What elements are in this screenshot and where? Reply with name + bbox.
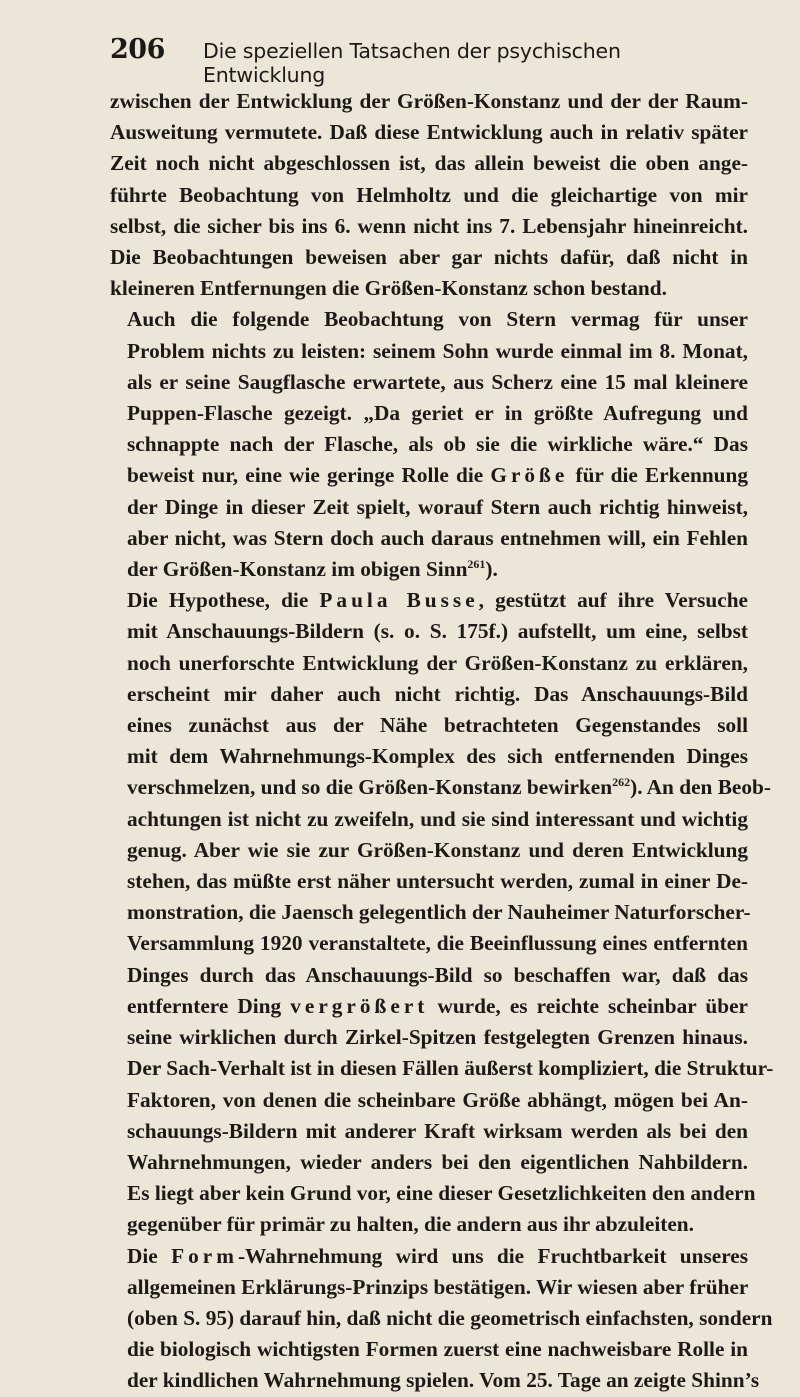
text-line: aber nicht, was Stern doch auch daraus entnehmen will, ein Fehlen bbox=[127, 525, 748, 550]
paragraph-3 bbox=[110, 585, 774, 1240]
text-line: schauungs-Bildern mit anderer Kraft wirksam werden als bei den bbox=[127, 1118, 748, 1143]
text-line: kleineren Entfernungen die Größen-Konstanz schon bestand. bbox=[110, 276, 667, 301]
text-line: erscheint mir daher auch nicht richtig. Das Anschauungs-Bild bbox=[127, 681, 748, 706]
emphasis-text: Größe bbox=[490, 463, 569, 488]
text-line: mit Anschauungs-Bildern (s. o. S. 175f.) aufstellt, um eine, selbst bbox=[127, 619, 748, 644]
text-line: gegenüber für primär zu halten, die andern aus ihr abzuleiten. bbox=[127, 1212, 694, 1237]
text-line: Ausweitung vermutete. Daß diese Entwicklung auch in relativ später bbox=[110, 120, 748, 145]
body-text bbox=[110, 86, 774, 1397]
text-segment: der Größen-Konstanz im obigen Sinn bbox=[127, 557, 468, 582]
text-segment: -Wahrnehmung wird uns die Fruchtbarkeit unseres bbox=[237, 1243, 748, 1268]
text-segment: verschmelzen, und so die Größen-Konstanz bewirken bbox=[127, 775, 613, 800]
text-line: Dinges durch das Anschauungs-Bild so beschaffen war, daß das bbox=[127, 962, 748, 987]
text-line bbox=[110, 772, 771, 803]
page-header bbox=[110, 34, 740, 87]
paragraph-2 bbox=[110, 304, 748, 585]
footnote-ref-262: 262 bbox=[612, 775, 631, 790]
text-line: eines zunächst aus der Nähe betrachteten Gegenstandes soll bbox=[127, 713, 748, 738]
text-line bbox=[110, 991, 748, 1022]
text-segment: Die bbox=[127, 1243, 172, 1268]
text-line: Der Sach-Verhalt ist in diesen Fällen äußerst kompliziert, die Struktur- bbox=[127, 1056, 774, 1081]
text-line: noch unerforschte Entwicklung der Größen-Konstanz zu erklären, bbox=[127, 650, 748, 675]
emphasis-text: Paula Busse bbox=[319, 588, 479, 613]
text-line: führte Beobachtung von Helmholtz und die gleichartige von mir bbox=[110, 182, 748, 207]
text-line: schnappte nach der Flasche, als ob sie die wirkliche wäre.“ Das bbox=[127, 432, 748, 457]
text-line: der Dinge in dieser Zeit spielt, worauf Stern auch richtig hinweist, bbox=[127, 494, 748, 519]
text-line: selbst, die sicher bis ins 6. wenn nicht ins 7. Lebensjahr hineinreicht. bbox=[110, 213, 748, 238]
text-line: Versammlung 1920 veranstaltete, die Beeinflussung eines entfernten bbox=[127, 931, 748, 956]
text-line: Problem nichts zu leisten: seinem Sohn wurde einmal im 8. Monat, bbox=[127, 338, 748, 363]
text-line: zwischen der Entwicklung der Größen-Konstanz und der der Raum- bbox=[110, 89, 748, 113]
text-segment: Die Hypothese, die bbox=[127, 588, 320, 613]
text-line: der kindlichen Wahrnehmung spielen. Vom 25. Tage an zeigte Shinn’s bbox=[127, 1368, 760, 1393]
text-line: monstration, die Jaensch gelegentlich der Nauheimer Naturforscher- bbox=[127, 900, 751, 925]
text-line: stehen, das müßte erst näher untersucht werden, zumal in einer De- bbox=[127, 869, 748, 894]
text-line: allgemeinen Erklärungs-Prinzips bestätigen. Wir wiesen aber früher bbox=[127, 1274, 749, 1299]
text-segment: ). bbox=[485, 557, 498, 582]
text-line: Puppen-Flasche gezeigt. „Da geriet er in größte Aufregung und bbox=[127, 401, 748, 426]
text-line: als er seine Saugflasche erwartete, aus Scherz eine 15 mal kleinere bbox=[127, 369, 748, 394]
paragraph-4 bbox=[110, 1241, 773, 1397]
text-line: Zeit noch nicht abgeschlossen ist, das allein beweist die oben ange- bbox=[110, 151, 748, 176]
text-line: die biologisch wichtigsten Formen zuerst eine nachweisbare Rolle in bbox=[127, 1337, 748, 1362]
text-line: genug. Aber wie sie zur Größen-Konstanz und deren Entwicklung bbox=[127, 837, 748, 862]
text-line: mit dem Wahrnehmungs-Komplex des sich entfernenden Dinges bbox=[127, 744, 748, 769]
text-line bbox=[110, 460, 748, 491]
text-segment: entferntere Ding bbox=[127, 993, 291, 1018]
running-title: Die speziellen Tatsachen der psychischen Entwicklung bbox=[203, 39, 621, 87]
text-line: (oben S. 95) darauf hin, daß nicht die geometrisch einfachsten, sondern bbox=[127, 1305, 773, 1330]
text-line: seine wirklichen durch Zirkel-Spitzen festgelegten Grenzen hinaus. bbox=[127, 1025, 748, 1050]
footnote-ref-261: 261 bbox=[467, 557, 486, 572]
text-segment: ). An den Beob- bbox=[630, 775, 771, 800]
text-segment: beweist nur, eine wie geringe Rolle die bbox=[127, 463, 491, 488]
text-line: Wahrnehmungen, wieder anders bei den eigentlichen Nahbildern. bbox=[127, 1149, 748, 1174]
emphasis-text: Form bbox=[171, 1243, 238, 1268]
text-line bbox=[110, 585, 748, 616]
paragraph-1 bbox=[110, 86, 748, 304]
text-segment: , gestützt auf ihre Versuche bbox=[478, 588, 748, 613]
text-line bbox=[110, 1241, 748, 1272]
page-number: 206 bbox=[110, 34, 165, 65]
text-line: Die Beobachtungen beweisen aber gar nichts dafür, daß nicht in bbox=[110, 245, 748, 270]
text-line: Auch die folgende Beobachtung von Stern vermag für unser bbox=[127, 307, 748, 332]
text-line bbox=[110, 554, 748, 585]
text-line: achtungen ist nicht zu zweifeln, und sie sind interessant und wichtig bbox=[127, 806, 748, 831]
text-line: Es liegt aber kein Grund vor, eine dieser Gesetzlichkeiten den andern bbox=[127, 1181, 756, 1206]
emphasis-text: vergrößert bbox=[290, 993, 429, 1018]
text-segment: wurde, es reichte scheinbar über bbox=[428, 993, 748, 1018]
text-segment: für die Erkennung bbox=[568, 463, 748, 488]
text-line: Faktoren, von denen die scheinbare Größe abhängt, mögen bei An- bbox=[127, 1087, 748, 1112]
